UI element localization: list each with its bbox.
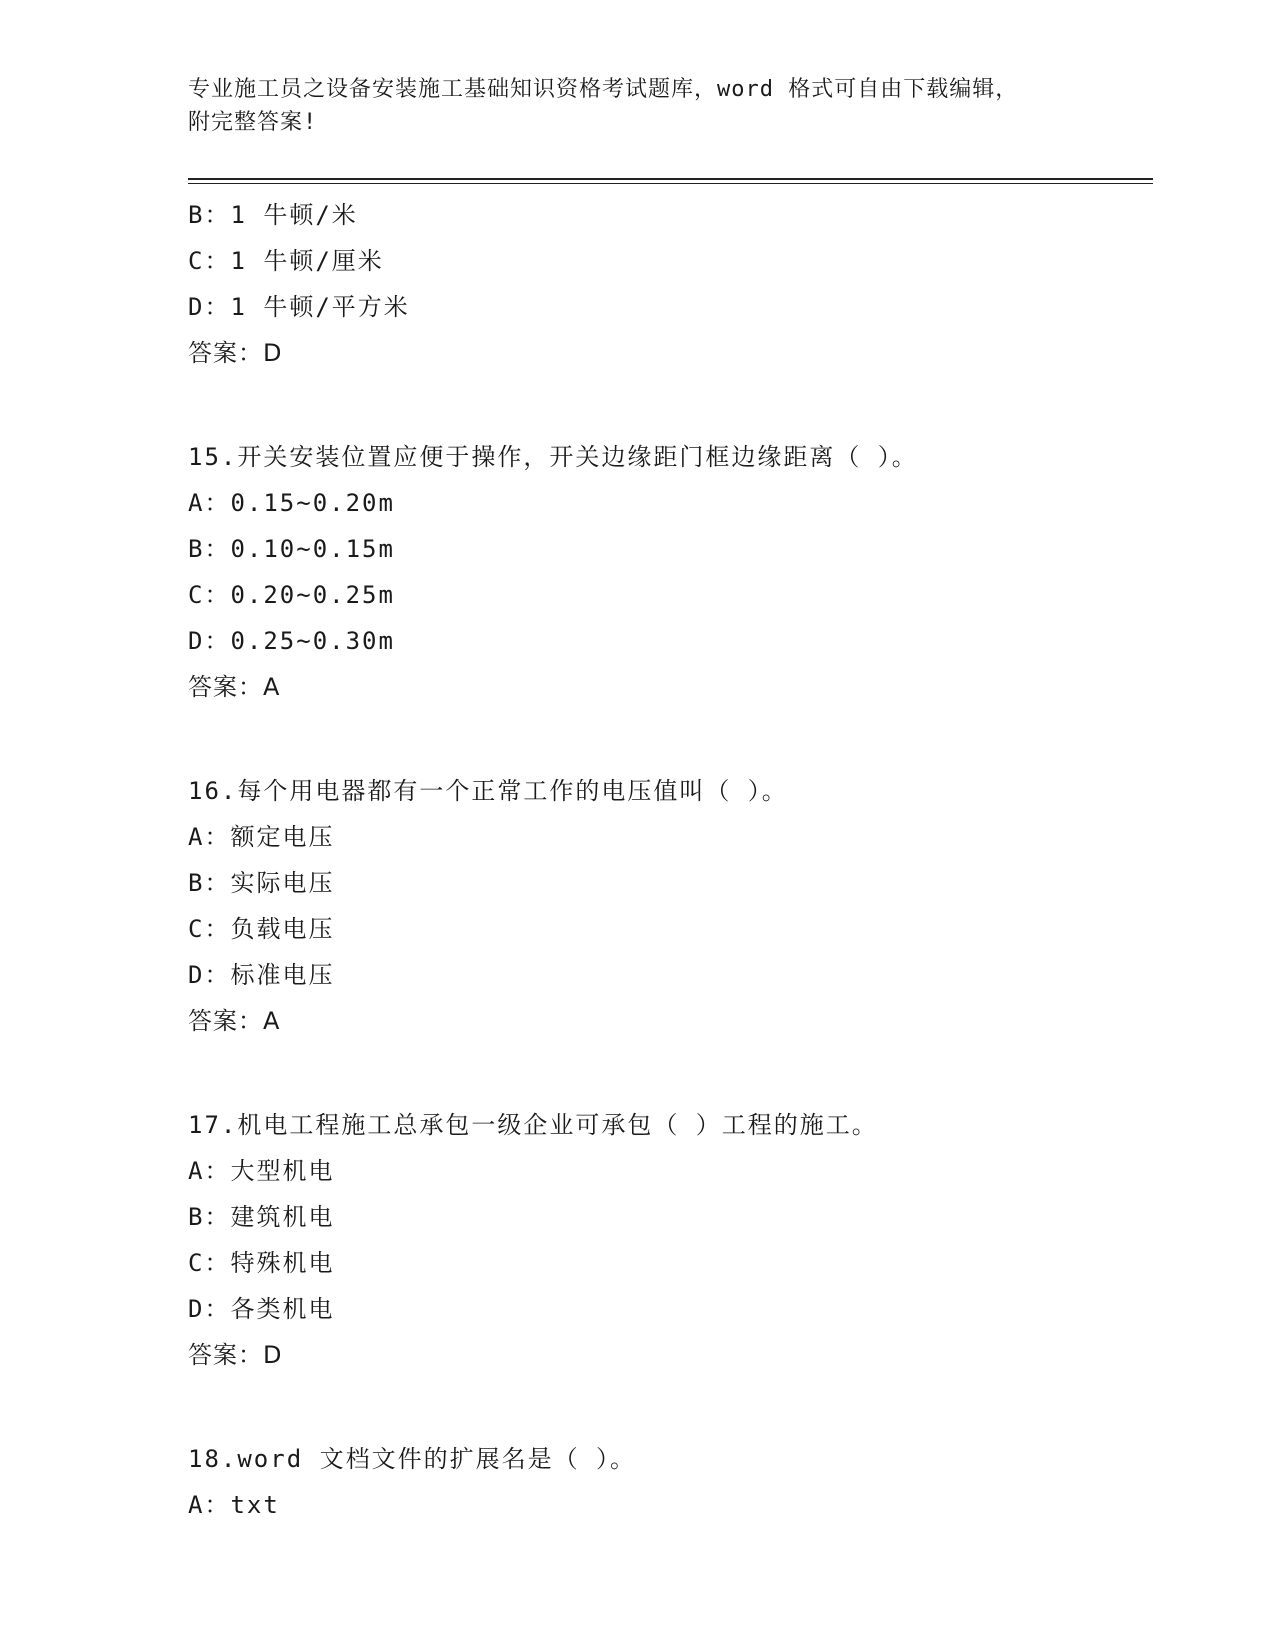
question-block	[188, 768, 1148, 1044]
question-block	[188, 434, 1148, 710]
answer-line: 答案：A	[188, 1007, 281, 1035]
question-list	[188, 192, 1148, 1528]
option-d: D：标准电压	[188, 961, 335, 989]
option-c: C：特殊机电	[188, 1249, 335, 1277]
document-header	[188, 73, 1068, 139]
option-b: B：0.10~0.15m	[188, 535, 395, 563]
question-block	[188, 192, 1148, 376]
header-divider-thin	[188, 183, 1153, 184]
option-d: D：0.25~0.30m	[188, 627, 395, 655]
option-a: A：txt	[188, 1491, 280, 1519]
header-line-1: 专业施工员之设备安装施工基础知识资格考试题库，word 格式可自由下载编辑，	[188, 77, 1019, 102]
option-a: A：额定电压	[188, 823, 335, 851]
header-divider	[188, 178, 1153, 180]
option-b: B：建筑机电	[188, 1203, 335, 1231]
question-title: 18.word 文档文件的扩展名是（ ）。	[188, 1445, 637, 1473]
option-d: D：各类机电	[188, 1295, 335, 1323]
answer-line: 答案：D	[188, 339, 283, 367]
answer-line: 答案：A	[188, 673, 281, 701]
option-c: C：1 牛顿/厘米	[188, 247, 384, 275]
question-block	[188, 1436, 1148, 1528]
question-title: 16.每个用电器都有一个正常工作的电压值叫（ ）。	[188, 777, 788, 805]
option-a: A：大型机电	[188, 1157, 335, 1185]
question-block	[188, 1102, 1148, 1378]
option-c: C：负载电压	[188, 915, 335, 943]
option-d: D：1 牛顿/平方米	[188, 293, 410, 321]
answer-line: 答案：D	[188, 1341, 283, 1369]
question-title: 17.机电工程施工总承包一级企业可承包（ ）工程的施工。	[188, 1111, 878, 1139]
option-a: A：0.15~0.20m	[188, 489, 395, 517]
option-b: B：1 牛顿/米	[188, 201, 358, 229]
question-title: 15.开关安装位置应便于操作，开关边缘距门框边缘距离（ ）。	[188, 443, 918, 471]
option-c: C：0.20~0.25m	[188, 581, 395, 609]
option-b: B：实际电压	[188, 869, 335, 897]
header-line-2: 附完整答案!	[188, 110, 318, 135]
